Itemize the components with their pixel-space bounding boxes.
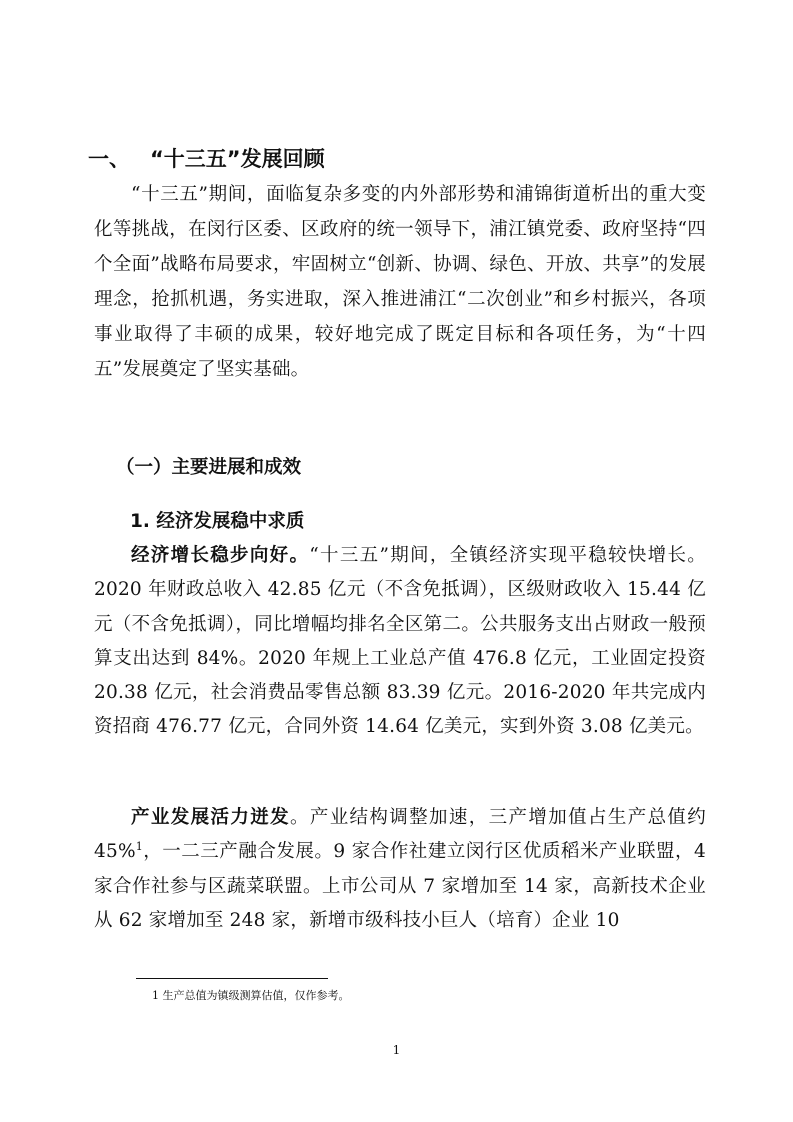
section-number: 一、 [88,147,130,171]
section-heading [88,146,708,172]
footnote: 1 生产总值为镇级测算估值，仅作参考。 [152,989,350,1002]
industry-lead: 产业发展活力迸发 [131,807,290,828]
intro-text: “十三五”期间，面临复杂多变的内外部形势和浦锦街道析出的重大变化等挑战，在闵行区委、区政府的统一领导下，浦江镇党委、政府坚持“四个全面”战略布局要求，牢固树立“创新、协调、绿色、开放、共享”的发展理念，抢抓机遇，务实进取，深入推进浦江“二次创业”和乡村振兴，各项事业取得了丰硕的成果，较好地完成了既定目标和各项任务，为“十四五”发展奠定了坚实基础。 [94,184,706,380]
industry-text-a: 。产业结构调整加速，三产增加值占生产总值约 45% [94,807,707,863]
economy-lead: 经济增长稳步向好。 [131,545,310,566]
footnote-reference[interactable]: 1 [135,840,143,854]
page-number: 1 [392,1043,401,1057]
item-heading: 1. 经济发展稳中求质 [130,511,305,532]
intro-paragraph [94,177,706,387]
industry-text-b: ，一二三产融合发展。9 家合作社建立闵行区优质稻米产业联盟，4 家合作社参与区蔬菜联盟。上市公司从 7 家增加至 14 家，高新技术企业从 62 家增加至 248 家，新增市级科技小巨人（培育）企业 10 [94,841,706,931]
subsection-heading: （一）主要进展和成效 [116,457,302,478]
section-title: “十三五”发展回顾 [150,147,325,171]
footnote-divider [136,978,328,979]
industry-paragraph [94,801,706,938]
economy-text: “十三五”期间，全镇经济实现平稳较快增长。2020 年财政总收入 42.85 亿元（不含免抵调），区级财政收入 15.44 亿元（不含免抵调），同比增幅均排名全区第二。公共服务支出占财政一般预算支出达到 84%。2020 年规上工业总产值 476.8 亿元，工业固定投资 20.38 亿元，社会消费品零售总额 83.39 亿元。2016-2020 年共完成内资招商 476.77 亿元，合同外资 14.64 亿美元，实到外资 3.08 亿美元。 [94,545,706,738]
economy-paragraph [94,539,706,745]
